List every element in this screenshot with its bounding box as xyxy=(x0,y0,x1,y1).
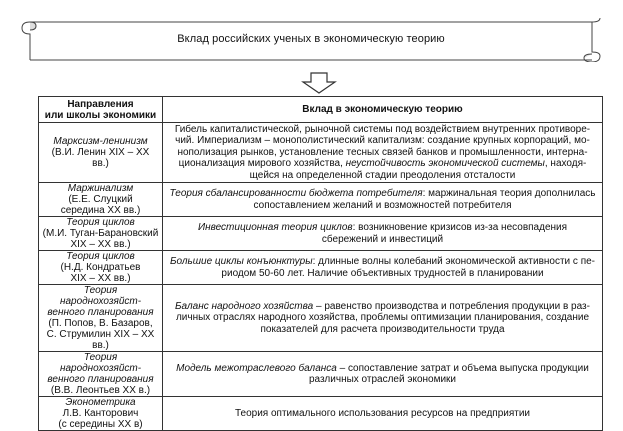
table-row xyxy=(39,217,603,251)
banner-title: Вклад российских ученых в экономическую теорию xyxy=(177,33,445,45)
contribution-cell: Гибель капиталистической, рыночной системы под воздействием внутренних противоре- чий. Империализм – монополистический капитализм: создание крупных корпораций, мо- нополизация рынков, установление тесных связей банков и промышленности, интерна- ционализация мирового хозяйства, неустойчивость экономической системы, находя- щейся на определенной стадии преодоления отсталости xyxy=(163,123,603,183)
title-banner xyxy=(20,16,602,62)
contribution-cell: Теория сбалансированности бюджета потребителя: маржинальная теория дополнилась сопоставлением желаний и возможностей потребителя xyxy=(163,183,603,217)
school-cell: Теория народнохозяйст- венного планирования (В.В. Леонтьев XX в.) xyxy=(39,352,163,397)
header-contribution: Вклад в экономическую теорию xyxy=(163,97,603,123)
school-cell: Маржинализм (Е.Е. Слуцкий середина XX вв.) xyxy=(39,183,163,217)
contribution-cell: Теория оптимального использования ресурсов на предприятии xyxy=(163,397,603,431)
table-header-row xyxy=(39,97,603,123)
contribution-cell: Модель межотраслевого баланса – сопоставление затрат и объема выпуска продукции различных отраслей экономики xyxy=(163,352,603,397)
table-row xyxy=(39,397,603,431)
table-row xyxy=(39,285,603,352)
school-cell: Эконометрика Л.В. Канторович (с середины XX в) xyxy=(39,397,163,431)
contribution-cell: Баланс народного хозяйства – равенство производства и потребления продукции в раз- личных отраслях народного хозяйства, проблемы оптимизации планирования, создание показателей для расчета производительности труда xyxy=(163,285,603,352)
contribution-cell: Инвестиционная теория циклов: возникновение кризисов из-за несовпадения сбережений и инвестиций xyxy=(163,217,603,251)
contribution-cell: Большие циклы конъюнктуры: длинные волны колебаний экономической активности с пе- риодом 50-60 лет. Наличие объективных трудностей в планировании xyxy=(163,251,603,285)
table-row xyxy=(39,352,603,397)
school-cell: Теория циклов (М.И. Туган-Барановский XIX – XX вв.) xyxy=(39,217,163,251)
table-row xyxy=(39,123,603,183)
school-cell: Марксизм-ленинизм (В.И. Ленин XIX – XX вв.) xyxy=(39,123,163,183)
header-schools: Направления или школы экономики xyxy=(39,97,163,123)
school-cell: Теория циклов (Н.Д. Кондратьев XIX – XX вв.) xyxy=(39,251,163,285)
table-row xyxy=(39,183,603,217)
down-arrow-icon xyxy=(301,72,337,94)
contribution-table xyxy=(38,96,603,431)
school-cell: Теория народнохозяйст- венного планирования (П. Попов, В. Базаров, С. Струмилин XIX – XX вв.) xyxy=(39,285,163,352)
table-row xyxy=(39,251,603,285)
